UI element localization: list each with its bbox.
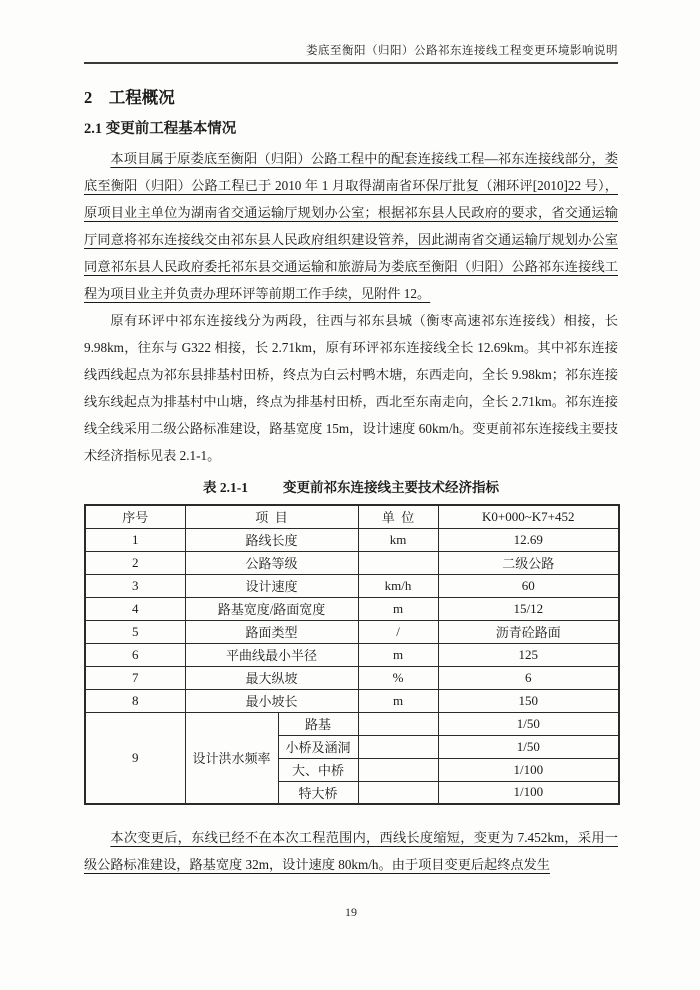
- table-row: [85, 574, 619, 597]
- subsection-heading: 2.1 变更前工程基本情况: [84, 121, 237, 137]
- cell-no: 8: [85, 689, 185, 712]
- cell-unit: [358, 551, 438, 574]
- header-rule: [84, 62, 618, 64]
- cell-unit: [358, 735, 438, 758]
- col-header-item: 项 目: [185, 505, 358, 528]
- cell-subitem: 小桥及涵洞: [278, 735, 358, 758]
- cell-unit: km/h: [358, 574, 438, 597]
- paragraph-original-alignment: 原有环评中祁东连接线分为两段，往西与祁东县城（衡枣高速祁东连接线）相接，长 9.98km，往东与 G322 相接，长 2.71km，原有环评祁东连接线全长 12.69km。其中祁东连接线西线起点为祁东县排基村田桥，终点为白云村鸭木塘，东西走向，全长 9.98km；祁东连接线东线起点为排基村中山塘，终点为排基村田桥，西北至东南走向，全长 2.71km。祁东连接线全线采用二级公路标准建设，路基宽度 15m，设计速度 60km/h。变更前祁东连接线主要技术经济指标见表 2.1-1。: [84, 313, 618, 463]
- table-row-group: [85, 712, 619, 735]
- paragraph-project-origin: 本项目属于原娄底至衡阳（归阳）公路工程中的配套连接线工程—祁东连接线部分，娄底至衡阳（归阳）公路工程已于 2010 年 1 月取得湖南省环保厅批复（湘环评[2010]22 号），原项目业主单位为湖南省交通运输厅规划办公室；根据祁东县人民政府的要求，省交通运输厅同意将祁东连接线交由祁东县人民政府组织建设管养，因此湖南省交通运输厅规划办公室同意祁东县人民政府委托祁东县交通运输和旅游局为娄底至衡阳（归阳）公路祁东连接线工程为项目业主并负责办理环评等前期工作手续，见附件 12。: [84, 151, 618, 301]
- cell-value: 二级公路: [438, 551, 619, 574]
- cell-value: 1/100: [438, 758, 619, 781]
- page-number: 19: [345, 905, 357, 919]
- spec-table: [84, 504, 620, 805]
- cell-subitem: 路基: [278, 712, 358, 735]
- cell-unit: m: [358, 643, 438, 666]
- running-header: 娄底至衡阳（归阳）公路祁东连接线工程变更环境影响说明: [306, 45, 618, 57]
- cell-value: 1/100: [438, 781, 619, 804]
- cell-item: 最小坡长: [185, 689, 358, 712]
- cell-value: 125: [438, 643, 619, 666]
- cell-no: 5: [85, 620, 185, 643]
- table-caption: [84, 479, 618, 497]
- cell-unit: [358, 758, 438, 781]
- cell-unit: m: [358, 597, 438, 620]
- cell-item: 设计速度: [185, 574, 358, 597]
- cell-subitem: 大、中桥: [278, 758, 358, 781]
- table-row: [85, 666, 619, 689]
- cell-no: 3: [85, 574, 185, 597]
- cell-no: 9: [85, 712, 185, 804]
- cell-unit: m: [358, 689, 438, 712]
- cell-no: 1: [85, 528, 185, 551]
- table-row: [85, 643, 619, 666]
- table-caption-label: 表 2.1-1: [202, 480, 248, 495]
- cell-subitem: 特大桥: [278, 781, 358, 804]
- cell-unit: [358, 712, 438, 735]
- table-row: [85, 597, 619, 620]
- section-heading: 2 工程概况: [84, 88, 175, 107]
- cell-value: 1/50: [438, 712, 619, 735]
- table-row: [85, 551, 619, 574]
- cell-value: 150: [438, 689, 619, 712]
- cell-value: 60: [438, 574, 619, 597]
- cell-value: 沥青砼路面: [438, 620, 619, 643]
- col-header-range: K0+000~K7+452: [438, 505, 619, 528]
- page-content: [84, 0, 618, 920]
- cell-value: 15/12: [438, 597, 619, 620]
- cell-unit: %: [358, 666, 438, 689]
- cell-item: 路面类型: [185, 620, 358, 643]
- cell-no: 6: [85, 643, 185, 666]
- cell-item: 最大纵坡: [185, 666, 358, 689]
- cell-item: 平曲线最小半径: [185, 643, 358, 666]
- paragraph-change-summary: 本次变更后，东线已经不在本次工程范围内，西线长度缩短，变更为 7.452km，采用一级公路标准建设，路基宽度 32m，设计速度 80km/h。由于项目变更后起终点发生: [84, 830, 618, 872]
- cell-unit: [358, 781, 438, 804]
- col-header-no: 序号: [85, 505, 185, 528]
- cell-no: 2: [85, 551, 185, 574]
- col-header-unit: 单 位: [358, 505, 438, 528]
- cell-value: 1/50: [438, 735, 619, 758]
- table-row: [85, 689, 619, 712]
- cell-value: 6: [438, 666, 619, 689]
- cell-no: 4: [85, 597, 185, 620]
- cell-item: 路基宽度/路面宽度: [185, 597, 358, 620]
- cell-item-group: 设计洪水频率: [185, 712, 278, 804]
- cell-no: 7: [85, 666, 185, 689]
- cell-unit: /: [358, 620, 438, 643]
- cell-unit: km: [358, 528, 438, 551]
- cell-value: 12.69: [438, 528, 619, 551]
- cell-item: 路线长度: [185, 528, 358, 551]
- table-header-row: [85, 505, 619, 528]
- table-caption-title: 变更前祁东连接线主要技术经济指标: [283, 480, 500, 495]
- table-row: [85, 528, 619, 551]
- table-row: [85, 620, 619, 643]
- cell-item: 公路等级: [185, 551, 358, 574]
